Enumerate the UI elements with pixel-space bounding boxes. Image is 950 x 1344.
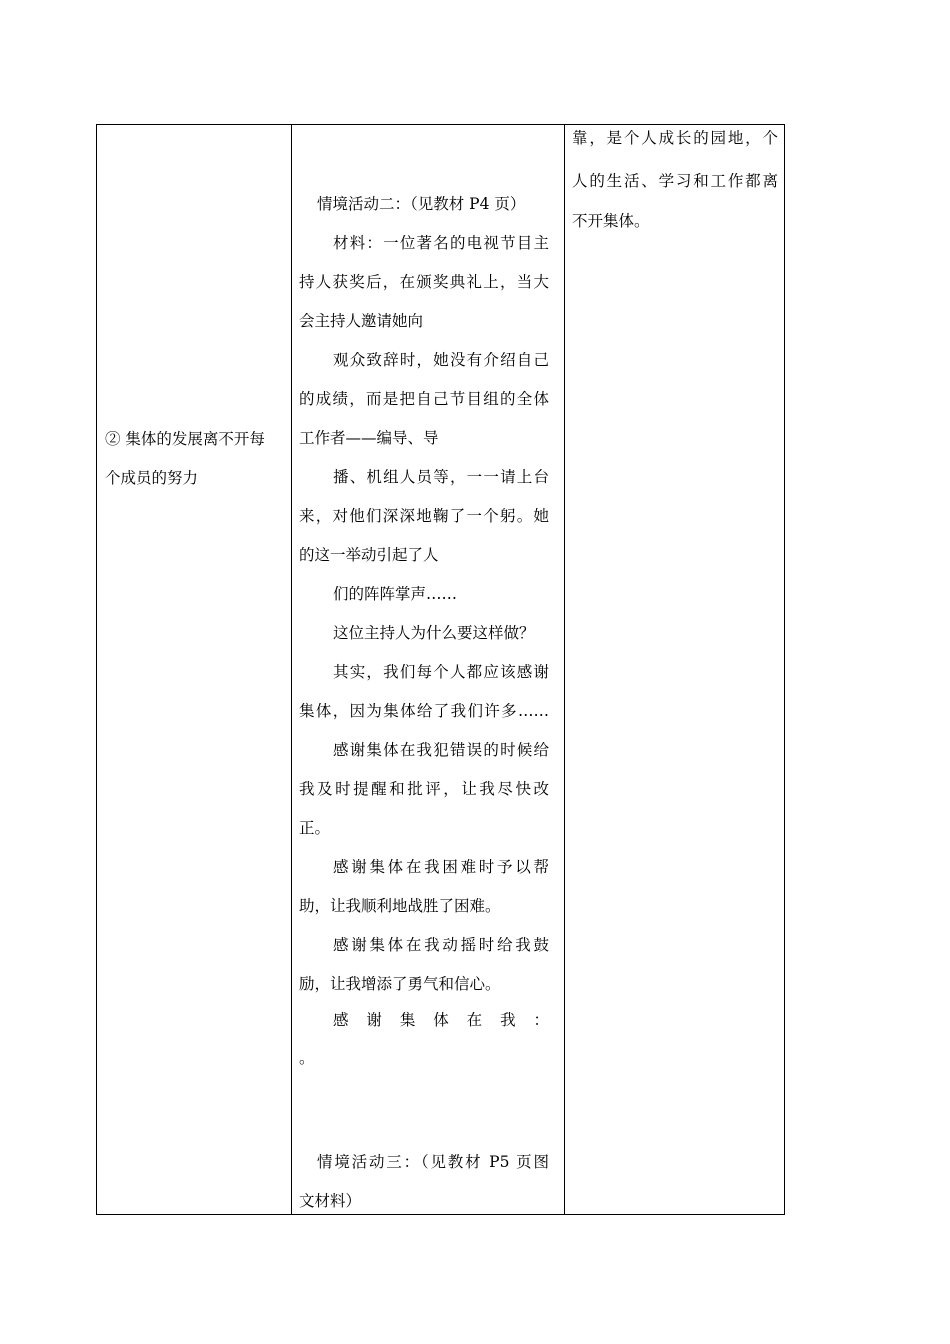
- activity-line: 们的阵阵掌声……: [333, 585, 458, 603]
- topic-line: 个成员的努力: [105, 469, 199, 487]
- activity-line: 。: [299, 1049, 315, 1067]
- activity-line: 励，让我增添了勇气和信心。: [299, 975, 501, 993]
- activity-line: 感谢集体在我困难时予以帮: [333, 858, 549, 876]
- activity-cell: [291, 125, 564, 1214]
- activity-line: 感 谢 集 体 在 我 ：: [333, 1011, 549, 1029]
- activity-line: 的这一举动引起了人: [299, 546, 439, 564]
- topic-cell: [97, 125, 291, 1214]
- activity-line: 来，对他们深深地鞠了一个躬。她: [299, 507, 549, 525]
- activity-line: 播、机组人员等，一一请上台: [333, 468, 549, 486]
- conclusion-line: 靠，是个人成长的园地，个: [572, 129, 778, 147]
- activity-line: 工作者——编导、导: [299, 429, 439, 447]
- activity-line: 其实，我们每个人都应该感谢: [333, 663, 549, 681]
- activity-line: 文材料）: [299, 1192, 362, 1210]
- activity-line: 我及时提醒和批评，让我尽快改: [299, 780, 549, 798]
- conclusion-line: 人的生活、学习和工作都离: [572, 172, 778, 190]
- conclusion-line: 不开集体。: [572, 212, 650, 230]
- activity-line: 感谢集体在我动摇时给我鼓: [333, 936, 549, 954]
- activity-line: 助，让我顺利地战胜了困难。: [299, 897, 501, 915]
- activity-line: 的成绩，而是把自己节目组的全体: [299, 390, 549, 408]
- activity-line: 正。: [299, 819, 331, 837]
- activity-line: 会主持人邀请她向: [299, 312, 424, 330]
- activity-line: 这位主持人为什么要这样做？: [333, 624, 535, 642]
- activity-line: 观众致辞时，她没有介绍自己: [333, 351, 549, 369]
- activity-line: 情境活动二：（见教材 P4 页）: [317, 195, 526, 213]
- content-table: [96, 124, 785, 1215]
- activity-line: 情境活动三：（见教材 P5 页图: [317, 1153, 549, 1171]
- activity-line: 材料：一位著名的电视节目主: [333, 234, 549, 252]
- activity-line: 集体，因为集体给了我们许多……: [299, 702, 549, 720]
- activity-line: 感谢集体在我犯错误的时候给: [333, 741, 549, 759]
- activity-line: 持人获奖后，在颁奖典礼上，当大: [299, 273, 549, 291]
- topic-line: ② 集体的发展离不开每: [105, 430, 265, 448]
- conclusion-cell: [564, 125, 786, 1214]
